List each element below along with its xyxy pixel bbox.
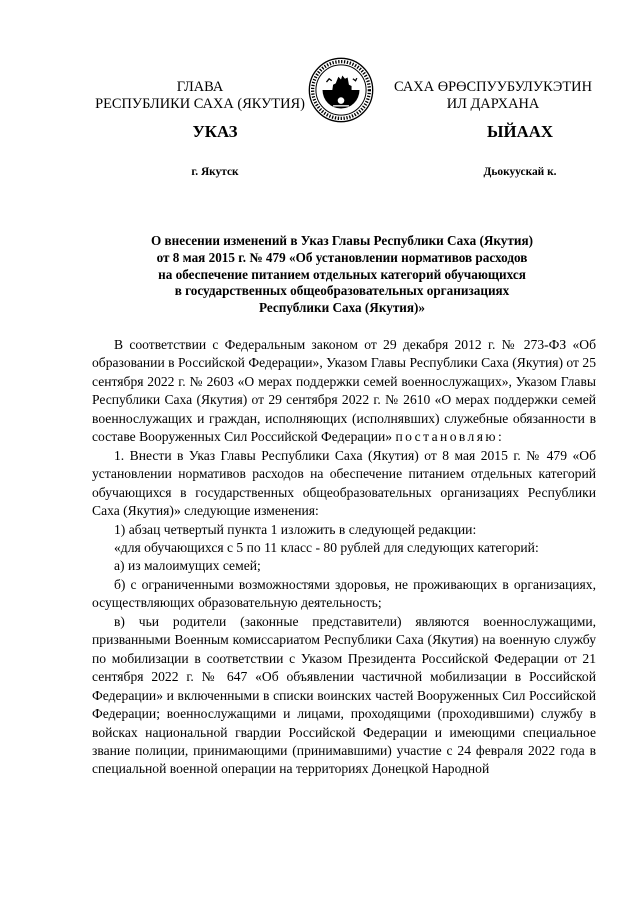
document-title xyxy=(92,233,592,317)
city-yak: Дьокуускай к. xyxy=(483,166,557,178)
paragraph-preamble xyxy=(92,336,596,447)
paragraph-quote: «для обучающихся с 5 по 11 класс - 80 рублей для следующих категорий: xyxy=(114,539,539,555)
header-right-line-1: САХА ӨРӨСПУУБУЛУКЭТИН xyxy=(394,79,592,95)
preamble-text: В соответствии с Федеральным законом от 29 декабря 2012 г. № 273-ФЗ «Об образовании в Российской Федерации», Указом Главы Республики Саха (Якутия) от 25 сентября 2022 г. № 2603 «О мерах поддержки семей военнослужащих», Указом Главы Республики Саха (Якутия) от 29 сентября 2022 г. № 2610 «О мерах поддержки семей военнослужащих и граждан, исполняющих (исполнявших) служебные обязанности в составе Вооруженных Сил Российской Федерации» xyxy=(92,337,596,445)
city-ru: г. Якутск xyxy=(191,166,239,178)
document-body xyxy=(92,336,596,779)
paragraph-category-b: б) с ограниченными возможностями здоровья, не проживающих в организациях, осуществляющих образовательную деятельность; xyxy=(92,576,596,611)
title-line: в государственных общеобразовательных организациях xyxy=(174,283,510,299)
header-left-line-1: ГЛАВА xyxy=(176,79,224,95)
doc-type-yak: ЫЙААХ xyxy=(487,122,553,141)
header-right-line-2: ИЛ ДАРХАНА xyxy=(446,96,540,112)
header-right xyxy=(387,79,599,113)
paragraph-category-a: а) из малоимущих семей; xyxy=(114,558,261,574)
title-line: О внесении изменений в Указ Главы Республики Саха (Якутия) xyxy=(150,233,534,248)
paragraph-category-v: в) чьи родители (законные представители) являются военнослужащими, призванными Военным комиссариатом Республики Саха (Якутия) на военную службу по мобилизации в соответствии с Указом Президента Российской Федерации от 21 сентября 2022 г. № 647 «Об объявлении частичной мобилизации в Российской Федерации» и включенными в списки воинских частей Вооруженных Сил Российской Федерации; военнослужащими и лицами, проходящими (проходившими) службу в войсках национальной гвардии Российской Федерации и имеющими специальное звание полиции, принимающими (принимавшими) участие с 24 февраля 2022 года в специальной военной операции на территориях Донецкой Народной xyxy=(92,613,596,777)
title-line: от 8 мая 2015 г. № 479 «Об установлении нормативов расходов xyxy=(156,249,528,265)
decree-word: постановляю: xyxy=(395,429,505,445)
header-left xyxy=(92,79,308,113)
doc-type-ru: УКАЗ xyxy=(192,122,238,141)
paragraph-subitem-1: 1) абзац четвертый пункта 1 изложить в следующей редакции: xyxy=(114,521,477,537)
paragraph-item-1: 1. Внести в Указ Главы Республики Саха (Якутия) от 8 мая 2015 г. № 479 «Об установлении нормативов расходов на обеспечение питанием отдельных категорий обучающихся в государственных общеобразовательных организациях Республики Саха (Якутия)» следующие изменения: xyxy=(92,447,596,519)
coat-of-arms-emblem xyxy=(308,57,374,123)
title-line: Республики Саха (Якутия)» xyxy=(258,300,426,316)
header-left-line-2: РЕСПУБЛИКИ САХА (ЯКУТИЯ) xyxy=(95,96,305,112)
title-line: на обеспечение питанием отдельных категорий обучающихся xyxy=(158,266,526,282)
